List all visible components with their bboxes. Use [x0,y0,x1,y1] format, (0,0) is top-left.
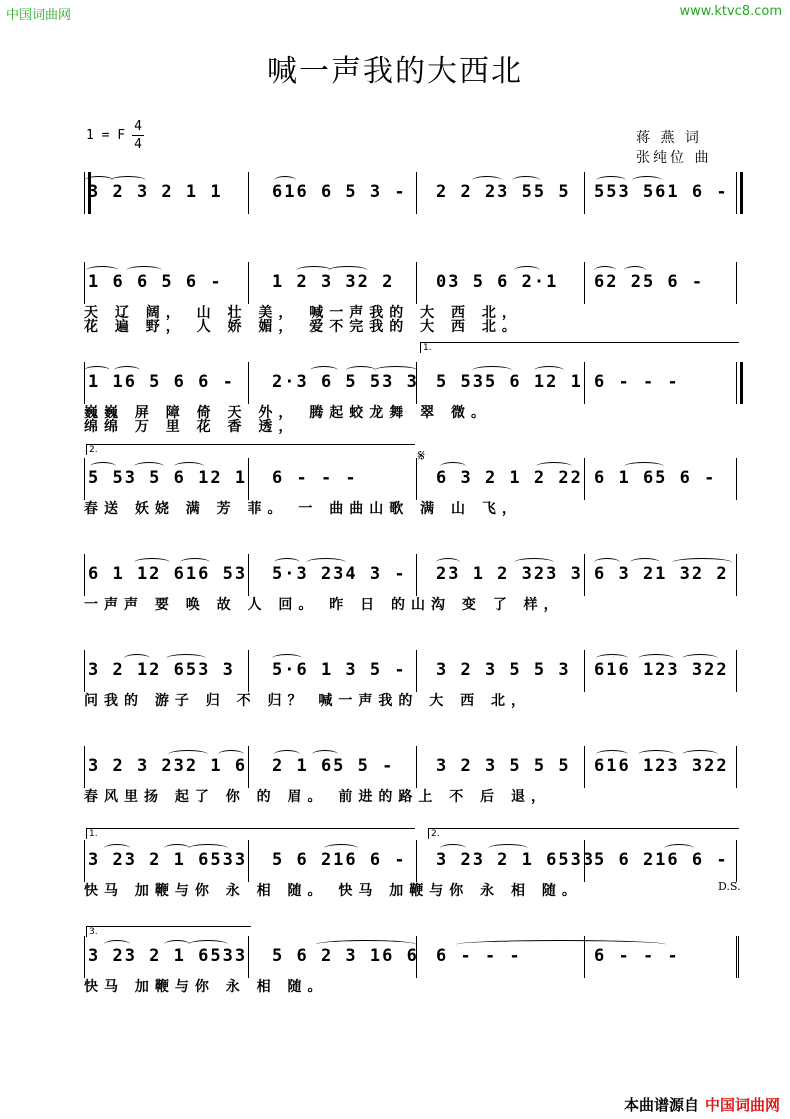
barline [84,458,85,500]
slur-mark [596,176,626,185]
slur-mark [110,176,146,185]
barline [584,650,585,692]
measure: 1 6 6 5 6 - [88,272,223,292]
measure: 5 53 5 6 12 1 [88,468,248,488]
barline [584,458,585,500]
slur-mark [296,266,332,275]
measure: 6 1 12 616 53 [88,564,248,584]
barline [736,172,737,214]
volta-bracket-3: 3. [86,926,251,937]
barline [248,650,249,692]
barline [248,458,249,500]
measure: 5 535 6 12 1 [436,372,583,392]
lyric-line: 一声声 要 唤 故 人 回。 昨 日 的山沟 变 了 样， [84,597,564,613]
slur-mark [624,266,646,275]
meter-bottom: 4 [134,137,142,152]
slur-mark [124,654,150,663]
slur-mark [274,176,296,185]
measure: 3 23 2 1 6533 [88,850,248,870]
measure: 616 6 5 3 - [272,182,407,202]
barline [248,172,249,214]
slur-mark [632,176,662,185]
song-title: 喊一声我的大西北 [267,54,523,89]
slur-mark [488,844,528,853]
measure: 2 2 23 55 5 [436,182,571,202]
slur-mark [218,750,244,759]
lyric-line: 快马 加鞭与你 永 相 随。 快马 加鞭与你 永 相 随。 [84,883,582,899]
slur-mark [682,654,718,663]
slur-mark [472,176,502,185]
lyric-line: 巍巍 屏 障 倚 天 外， 腾起蛟龙舞 翠 微。 [84,405,491,421]
measure: 616 123 322 [594,660,729,680]
slur-mark [164,844,190,853]
slur-mark [188,940,228,949]
slur-mark [312,750,338,759]
barline [584,262,585,304]
barline [584,362,585,404]
volta-bracket-1: 1. [420,342,739,353]
measure: 553 561 6 - [594,182,729,202]
slur-mark [514,558,554,567]
slur-mark [682,750,718,759]
barline [248,362,249,404]
lyricist: 蒋 燕 词 [636,130,702,146]
volta-bracket-2: 2. [428,828,739,839]
barline [736,936,741,978]
slur-mark [272,654,302,663]
barline [584,172,585,214]
footer-label: 本曲谱源自 [623,1096,699,1114]
barline [84,840,85,882]
barline [416,172,417,214]
measure: 3 2 3 232 1 6 [88,756,248,776]
volta-bracket-1: 1. [86,828,415,839]
slur-mark [514,266,540,275]
watermark-right[interactable]: www.ktvc8.com [679,4,782,19]
measure: 2·3 6 5 53 3 [272,372,419,392]
slur-mark [188,844,228,853]
measure: 6 - - - [272,468,358,488]
measure: 5·6 1 3 5 - [272,660,407,680]
slur-mark [436,558,460,567]
slur-mark [596,654,628,663]
slur-mark [174,462,204,471]
measure: 3 23 2 1 6533 [436,850,596,870]
slur-mark [456,940,666,949]
measure: 1 2 3 32 2 [272,272,395,292]
lyric-line: 快马 加鞭与你 永 相 随。 [84,979,328,995]
composer: 张纯位 曲 [636,150,712,166]
slur-mark [440,462,466,471]
slur-mark [328,266,368,275]
slur-mark [164,940,190,949]
barline [584,554,585,596]
barline [84,936,85,978]
slur-mark [274,558,300,567]
slur-mark [624,462,664,471]
slur-mark [86,266,118,275]
barline [248,554,249,596]
barline [736,554,737,596]
barline [248,746,249,788]
slur-mark [274,750,300,759]
barline [416,746,417,788]
barline [248,936,249,978]
slur-mark [134,462,164,471]
meter-top: 4 [134,119,142,134]
measure: 1 16 5 6 6 - [88,372,235,392]
barline [416,458,417,500]
barline [736,362,737,404]
measure: 3 2 3 5 5 3 [436,660,571,680]
barline [584,840,585,882]
slur-mark [316,940,416,949]
measure: 6 1 65 6 - [594,468,717,488]
measure: 3 2 3 2 1 1 [88,182,223,202]
lyric-line: 花 遍 野， 人 娇 媚， 爱不完我的 大 西 北。 [84,319,522,335]
barline [248,840,249,882]
barline [84,262,85,304]
segno-sign: 𝄋 [418,446,425,465]
slur-mark [534,366,564,375]
slur-mark [594,266,616,275]
measure: 6 - - - [594,372,680,392]
measure: 616 123 322 [594,756,729,776]
slur-mark [638,654,674,663]
barline [416,262,417,304]
dal-segno-mark: D.S. [718,880,741,893]
barline [736,746,737,788]
slur-mark [374,366,418,375]
slur-mark [346,366,376,375]
barline [736,650,737,692]
footer-site[interactable]: 中国词曲网 [704,1096,780,1114]
measure: 6 3 21 32 2 [594,564,729,584]
slur-mark [126,266,162,275]
measure: 5 6 2 3 16 6 [272,946,419,966]
measure: 2 1 65 5 - [272,756,395,776]
slur-mark [672,558,732,567]
slur-mark [536,462,572,471]
slur-mark [630,558,660,567]
slur-mark [166,654,206,663]
barline [416,554,417,596]
slur-mark [440,844,466,853]
slur-mark [104,844,130,853]
slur-mark [306,558,346,567]
slur-mark [310,366,338,375]
measure: 6 - - - [594,946,680,966]
barline [736,458,737,500]
barline [736,262,737,304]
watermark-left: 中国词曲网 [6,8,72,23]
lyric-line: 问我的 游子 归 不 归？ 喊一声我的 大 西 北， [84,693,531,709]
time-signature [132,118,144,153]
barline [736,840,737,882]
slur-mark [134,558,170,567]
key-signature: 1 = F [86,128,126,143]
barline [416,650,417,692]
barline [248,262,249,304]
barline [84,746,85,788]
measure: 6 - - - [436,946,522,966]
measure: 5 6 216 6 - [272,850,407,870]
slur-mark [638,750,674,759]
measure: 23 1 2 323 3 [436,564,583,584]
slur-mark [114,366,140,375]
slur-mark [90,462,116,471]
volta-bracket-2: 2. [86,444,415,455]
slur-mark [104,940,130,949]
slur-mark [512,176,540,185]
measure: 3 2 3 5 5 5 [436,756,571,776]
lyric-line: 春风里扬 起了 你 的 眉。 前进的路上 不 后 退， [84,789,551,805]
barline [584,746,585,788]
measure: 5 6 216 6 - [594,850,729,870]
measure: 62 25 6 - [594,272,705,292]
slur-mark [664,844,694,853]
slur-mark [168,750,208,759]
credits [636,128,711,168]
slur-mark [596,750,628,759]
barline [416,840,417,882]
lyric-line: 绵绵 万 里 花 香 透， [84,419,299,435]
measure: 5·3 234 3 - [272,564,407,584]
measure: 3 2 12 653 3 [88,660,235,680]
slur-mark [180,558,210,567]
slur-mark [324,844,358,853]
barline [416,936,417,978]
footer-source [624,1094,780,1115]
lyric-line: 天 辽 阔， 山 壮 美， 喊一声我的 大 西 北， [84,305,522,321]
slur-mark [472,366,512,375]
barline [84,554,85,596]
measure: 6 3 2 1 2 22 [436,468,583,488]
measure: 03 5 6 2·1 [436,272,559,292]
measure: 3 23 2 1 6533 [88,946,248,966]
slur-mark [594,558,620,567]
lyric-line: 春送 妖娆 满 芳 菲。 一 曲曲山歌 满 山 飞， [84,501,522,517]
slur-mark [84,366,110,375]
barline [84,650,85,692]
